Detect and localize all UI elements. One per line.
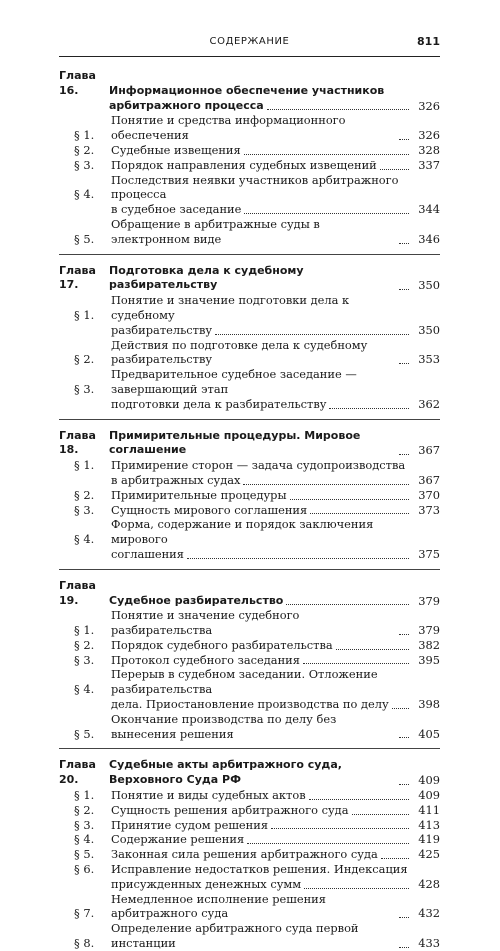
dot-leader bbox=[399, 946, 409, 948]
section-title: Принятие судом решения bbox=[111, 817, 269, 832]
section-line bbox=[59, 818, 440, 833]
section-line bbox=[59, 892, 440, 922]
chapter-title: Судебные акты арбитражного суда, Верховного Суда РФ bbox=[109, 758, 342, 787]
section-text bbox=[111, 608, 412, 638]
section-number: § 8. bbox=[74, 936, 95, 951]
section-title: Определение арбитражного суда первой инстанции bbox=[111, 921, 359, 951]
section-number: § 3. bbox=[74, 381, 95, 396]
section-title: разбирательству bbox=[111, 322, 213, 337]
section-number: § 7. bbox=[74, 906, 95, 921]
table-of-contents bbox=[59, 69, 440, 951]
section-page: 362 bbox=[418, 396, 440, 411]
section-text bbox=[111, 788, 412, 803]
section-title: Окончание производства по делу без вынесения решения bbox=[111, 711, 337, 741]
dot-leader bbox=[399, 288, 409, 290]
section-title: Сущность решения арбитражного суда bbox=[111, 802, 349, 817]
dot-leader bbox=[310, 512, 409, 514]
chapter-title: Информационное обеспечение участников bbox=[109, 83, 385, 97]
section-title: Предварительное судебное заседание — завершающий этап bbox=[111, 367, 357, 396]
section-title: Порядок направления судебных извещений bbox=[111, 157, 377, 172]
section-text bbox=[111, 143, 412, 158]
dot-leader bbox=[244, 153, 409, 155]
section-number: § 4. bbox=[74, 832, 95, 847]
section-title: Форма, содержание и порядок заключения мирового bbox=[111, 517, 374, 547]
dot-leader bbox=[290, 498, 409, 500]
section-number: § 6. bbox=[74, 862, 95, 877]
section-line bbox=[59, 202, 440, 217]
section-line bbox=[59, 832, 440, 847]
chapter-block bbox=[59, 254, 440, 412]
section-line bbox=[59, 158, 440, 173]
section-text bbox=[111, 458, 412, 473]
section-text bbox=[111, 638, 412, 653]
section-page: 395 bbox=[418, 652, 440, 667]
section-text bbox=[111, 712, 412, 742]
section-text bbox=[111, 323, 412, 338]
section-line bbox=[59, 503, 440, 518]
dot-leader bbox=[399, 633, 409, 635]
section-text bbox=[111, 847, 412, 862]
section-page: 367 bbox=[418, 472, 440, 487]
section-title: Обращение в арбитражные суды в электронном виде bbox=[111, 216, 320, 246]
section-page: 411 bbox=[418, 802, 440, 817]
section-line bbox=[59, 667, 440, 697]
section-text bbox=[111, 818, 412, 833]
section-title: в арбитражных судах bbox=[111, 472, 241, 487]
dot-leader bbox=[286, 603, 409, 605]
chapter-text bbox=[109, 264, 412, 294]
section-line bbox=[59, 173, 440, 203]
section-text bbox=[111, 667, 412, 697]
section-text bbox=[111, 803, 412, 818]
section-number: § 4. bbox=[74, 187, 95, 202]
chapter-line bbox=[59, 264, 440, 294]
section-title: присужденных денежных сумм bbox=[111, 876, 302, 891]
section-text bbox=[111, 892, 412, 922]
section-line bbox=[59, 921, 440, 951]
chapter-number: Глава 20. bbox=[59, 758, 96, 787]
section-line bbox=[59, 217, 440, 247]
chapter-line bbox=[59, 69, 440, 99]
dot-leader bbox=[399, 138, 409, 140]
section-title: Судебные извещения bbox=[111, 142, 241, 157]
section-line bbox=[59, 788, 440, 803]
chapter-block bbox=[59, 569, 440, 742]
section-number: § 1. bbox=[74, 458, 95, 473]
section-number: § 1. bbox=[74, 307, 95, 322]
chapter-text bbox=[109, 429, 412, 459]
chapter-block bbox=[59, 748, 440, 950]
dot-leader bbox=[247, 842, 409, 844]
section-page: 328 bbox=[418, 142, 440, 157]
section-line bbox=[59, 697, 440, 712]
section-number: § 3. bbox=[74, 502, 95, 517]
section-text bbox=[111, 217, 412, 247]
section-line bbox=[59, 338, 440, 368]
running-title: СОДЕРЖАНИЕ bbox=[209, 36, 290, 47]
section-page: 409 bbox=[418, 788, 440, 803]
section-page: 398 bbox=[418, 697, 440, 712]
section-line bbox=[59, 517, 440, 547]
dot-leader bbox=[399, 362, 409, 364]
chapter-title: Судебное разбирательство bbox=[109, 593, 284, 607]
dot-leader bbox=[187, 557, 409, 559]
page-number: 811 bbox=[417, 35, 440, 48]
section-line bbox=[59, 397, 440, 412]
section-number: § 5. bbox=[74, 726, 95, 741]
section-title: соглашения bbox=[111, 546, 184, 561]
section-text bbox=[111, 832, 412, 847]
section-number: § 4. bbox=[74, 682, 95, 697]
section-text bbox=[111, 503, 412, 518]
dot-leader bbox=[399, 736, 409, 738]
section-line bbox=[59, 877, 440, 892]
section-text bbox=[111, 473, 412, 488]
page-header bbox=[59, 36, 440, 52]
section-page: 382 bbox=[418, 637, 440, 652]
section-number: § 5. bbox=[74, 231, 95, 246]
section-title: Понятие и средства информационного обеспечения bbox=[111, 113, 346, 143]
chapter-text bbox=[109, 758, 412, 788]
section-title: в судебное заседание bbox=[111, 202, 242, 217]
section-text bbox=[111, 397, 412, 412]
section-number: § 2. bbox=[74, 637, 95, 652]
section-page: 326 bbox=[418, 128, 440, 143]
dot-leader bbox=[399, 453, 409, 455]
chapter-number: Глава 17. bbox=[59, 263, 96, 292]
chapter-number: Глава 19. bbox=[59, 578, 96, 607]
section-line bbox=[59, 113, 440, 143]
section-number: § 2. bbox=[74, 142, 95, 157]
chapter-line bbox=[59, 758, 440, 788]
chapter-title: Примирительные процедуры. Мировое соглашение bbox=[109, 428, 361, 457]
dot-leader bbox=[380, 168, 409, 170]
dot-leader bbox=[303, 662, 409, 664]
section-number: § 3. bbox=[74, 817, 95, 832]
chapter-line bbox=[59, 99, 440, 114]
section-title: Перерыв в судебном заседании. Отложение разбирательства bbox=[111, 667, 378, 697]
dot-leader bbox=[399, 916, 409, 918]
dot-leader bbox=[267, 108, 409, 110]
section-line bbox=[59, 143, 440, 158]
chapter-page: 350 bbox=[418, 278, 440, 293]
dot-leader bbox=[329, 407, 409, 409]
section-title: Исправление недостатков решения. Индексация bbox=[111, 862, 408, 877]
chapter-page: 326 bbox=[418, 98, 440, 113]
dot-leader bbox=[309, 798, 409, 800]
section-page: 373 bbox=[418, 502, 440, 517]
section-title: Примирительные процедуры bbox=[111, 487, 287, 502]
chapter-block bbox=[59, 419, 440, 562]
section-line bbox=[59, 547, 440, 562]
dot-leader bbox=[336, 648, 409, 650]
section-text bbox=[111, 488, 412, 503]
section-text bbox=[111, 293, 412, 323]
section-page: 419 bbox=[418, 832, 440, 847]
section-line bbox=[59, 488, 440, 503]
section-title: Содержание решения bbox=[111, 832, 245, 847]
section-line bbox=[59, 367, 440, 397]
section-page: 353 bbox=[418, 352, 440, 367]
section-page: 370 bbox=[418, 487, 440, 502]
section-title: Законная сила решения арбитражного суда bbox=[111, 847, 378, 862]
section-text bbox=[111, 877, 412, 892]
section-page: 428 bbox=[418, 876, 440, 891]
section-number: § 1. bbox=[74, 128, 95, 143]
chapter-block bbox=[59, 69, 440, 247]
section-title: Последствия неявки участников арбитражного процесса bbox=[111, 172, 399, 202]
section-page: 350 bbox=[418, 322, 440, 337]
dot-leader bbox=[244, 212, 409, 214]
section-title: Понятие и значение подготовки дела к судебному bbox=[111, 293, 350, 322]
chapter-text bbox=[109, 594, 412, 609]
section-number: § 1. bbox=[74, 623, 95, 638]
section-line bbox=[59, 638, 440, 653]
dot-leader bbox=[352, 813, 410, 815]
chapter-title: Подготовка дела к судебному разбирательству bbox=[109, 263, 304, 292]
section-text bbox=[111, 173, 412, 203]
chapter-page: 409 bbox=[418, 773, 440, 788]
dot-leader bbox=[271, 827, 409, 829]
section-title: Протокол судебного заседания bbox=[111, 652, 300, 667]
dot-leader bbox=[304, 887, 409, 889]
section-title: Сущность мирового соглашения bbox=[111, 502, 308, 517]
section-page: 405 bbox=[418, 726, 440, 741]
section-text bbox=[111, 653, 412, 668]
chapter-number: Глава 18. bbox=[59, 428, 96, 457]
section-line bbox=[59, 473, 440, 488]
section-title: Немедленное исполнение решения арбитражного суда bbox=[111, 891, 326, 921]
chapter-line bbox=[59, 579, 440, 609]
section-number: § 4. bbox=[74, 532, 95, 547]
dot-leader bbox=[399, 242, 409, 244]
section-line bbox=[59, 847, 440, 862]
section-text bbox=[111, 367, 412, 397]
header-rule bbox=[59, 56, 440, 57]
section-text bbox=[111, 338, 412, 368]
section-line bbox=[59, 862, 440, 877]
chapter-text bbox=[109, 99, 412, 114]
section-number: § 1. bbox=[74, 788, 95, 803]
section-title: Понятие и значение судебного разбирательства bbox=[111, 608, 300, 638]
section-line bbox=[59, 323, 440, 338]
dot-leader bbox=[392, 707, 409, 709]
section-page: 346 bbox=[418, 231, 440, 246]
dot-leader bbox=[399, 783, 409, 785]
section-text bbox=[111, 517, 412, 547]
section-title: подготовки дела к разбирательству bbox=[111, 396, 327, 411]
section-title: Примирение сторон — задача судопроизводства bbox=[111, 458, 406, 473]
section-title: Понятие и виды судебных актов bbox=[111, 788, 306, 803]
section-number: § 5. bbox=[74, 847, 95, 862]
section-page: 375 bbox=[418, 546, 440, 561]
section-line bbox=[59, 608, 440, 638]
section-number: § 3. bbox=[74, 652, 95, 667]
section-title: Порядок судебного разбирательства bbox=[111, 637, 333, 652]
section-title: Действия по подготовке дела к судебному разбирательству bbox=[111, 337, 368, 367]
chapter-number: Глава 16. bbox=[59, 69, 96, 97]
section-title: дела. Приостановление производства по делу bbox=[111, 697, 389, 712]
chapter-text bbox=[109, 84, 412, 99]
dot-leader bbox=[381, 857, 409, 859]
section-text bbox=[111, 113, 412, 143]
chapter-page: 367 bbox=[418, 443, 440, 458]
section-page: 425 bbox=[418, 847, 440, 862]
section-number: § 2. bbox=[74, 802, 95, 817]
section-line bbox=[59, 458, 440, 473]
section-line bbox=[59, 712, 440, 742]
section-line bbox=[59, 803, 440, 818]
dot-leader bbox=[215, 333, 409, 335]
chapter-title: арбитражного процесса bbox=[109, 98, 264, 112]
section-number: § 2. bbox=[74, 487, 95, 502]
chapter-page: 379 bbox=[418, 593, 440, 608]
dot-leader bbox=[243, 483, 409, 485]
section-page: 337 bbox=[418, 157, 440, 172]
chapter-line bbox=[59, 429, 440, 459]
section-text bbox=[111, 158, 412, 173]
section-line bbox=[59, 293, 440, 323]
section-text bbox=[111, 202, 412, 217]
section-number: § 3. bbox=[74, 157, 95, 172]
section-page: 379 bbox=[418, 623, 440, 638]
section-page: 344 bbox=[418, 202, 440, 217]
section-text bbox=[111, 862, 412, 877]
section-text bbox=[111, 547, 412, 562]
section-page: 413 bbox=[418, 817, 440, 832]
section-line bbox=[59, 653, 440, 668]
section-page: 433 bbox=[418, 936, 440, 951]
section-number: § 2. bbox=[74, 352, 95, 367]
section-text bbox=[111, 921, 412, 951]
section-text bbox=[111, 697, 412, 712]
section-page: 432 bbox=[418, 906, 440, 921]
